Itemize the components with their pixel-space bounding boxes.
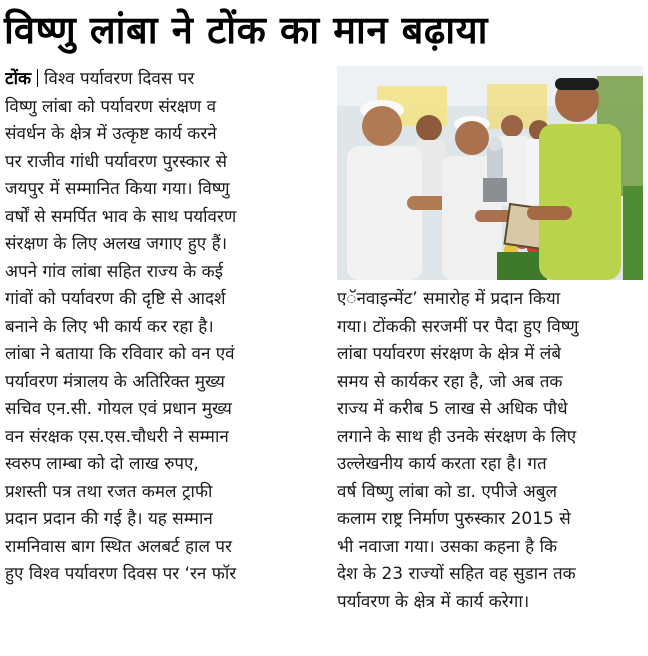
dateline-separator bbox=[37, 69, 38, 87]
body-line: लांबा पर्यावरण संरक्षण के क्षेत्र में लंबे bbox=[337, 344, 562, 364]
award-ceremony-photo bbox=[337, 66, 643, 280]
body-line: रामनिवास बाग स्थित अलबर्ट हाल पर bbox=[5, 536, 232, 557]
body-line: पर्यावरण के क्षेत्र में कार्य करेगा। bbox=[337, 591, 530, 612]
body-line: वर्ष विष्णु लांबा को डा. एपीजे अबुल bbox=[337, 481, 558, 502]
body-line: बनाने के लिए भी कार्य कर रहा है। bbox=[5, 316, 214, 337]
body-line: राज्य में करीब 5 लाख से अधिक पौधे bbox=[337, 399, 568, 419]
body-line: प्रदान प्रदान की गई है। यह सम्मान bbox=[5, 509, 213, 529]
body-line: कलाम राष्ट्र निर्माण पुरुस्कार 2015 से bbox=[337, 509, 571, 529]
body-line: भी नवाजा गया। उसका कहना है कि bbox=[337, 536, 558, 557]
body-line: उल्लेखनीय कार्य करता रहा है। गत bbox=[337, 454, 547, 474]
body-line: गया। टोंककी सरजमीं पर पैदा हुए विष्णु bbox=[337, 316, 579, 337]
body-line bbox=[5, 66, 321, 94]
body-line: पर राजीव गांधी पर्यावरण पुरस्कार से bbox=[5, 151, 228, 172]
body-line: समय से कार्यकर रहा है, जो अब तक bbox=[337, 371, 563, 392]
body-line: प्रशस्ती पत्र तथा रजत कमल ट्राफी bbox=[5, 481, 213, 502]
body-line: अपने गांव लांबा सहित राज्य के कई bbox=[5, 261, 223, 282]
article-headline: विष्णु लांबा ने टोंक का मान बढ़ाया bbox=[4, 8, 488, 52]
body-line: संवर्धन के क्षेत्र में उत्कृष्ट कार्य करने bbox=[5, 124, 217, 144]
body-line: लगाने के साथ ही उनके संरक्षण के लिए bbox=[337, 426, 577, 447]
body-line: स्वरुप लाम्बा को दो लाख रुपए, bbox=[5, 454, 199, 474]
body-line: लांबा ने बताया कि रविवार को वन एवं bbox=[5, 344, 235, 364]
article-body-left-column bbox=[5, 66, 321, 656]
body-line: गांवों को पर्यावरण की दृष्टि से आदर्श bbox=[5, 289, 226, 309]
body-line: सचिव एन.सी. गोयल एवं प्रधान मुख्य bbox=[5, 399, 232, 419]
body-line-text: विश्व पर्यावरण दिवस पर bbox=[44, 69, 195, 89]
body-line: जयपुर में सम्मानित किया गया। विष्णु bbox=[5, 179, 230, 199]
dateline: टोंक bbox=[5, 69, 32, 89]
body-line: पर्यावरण मंत्रालय के अतिरिक्त मुख्य bbox=[5, 371, 225, 392]
body-line: देश के 23 राज्यों सहित वह सुडान तक bbox=[337, 564, 576, 584]
body-line: संरक्षण के लिए अलख जगाए हुए हैं। bbox=[5, 234, 228, 254]
article-body-right-column bbox=[337, 286, 643, 656]
body-line: विष्णु लांबा को पर्यावरण संरक्षण व bbox=[5, 96, 217, 117]
body-line: एॅनवाइन्मेंट’ समारोह में प्रदान किया bbox=[337, 289, 561, 309]
body-line: वर्षों से समर्पित भाव के साथ पर्यावरण bbox=[5, 206, 237, 227]
body-line: हुए विश्व पर्यावरण दिवस पर ‘रन फॉर bbox=[5, 564, 237, 584]
body-line: वन संरक्षक एस.एस.चौधरी ने सम्मान bbox=[5, 426, 229, 447]
